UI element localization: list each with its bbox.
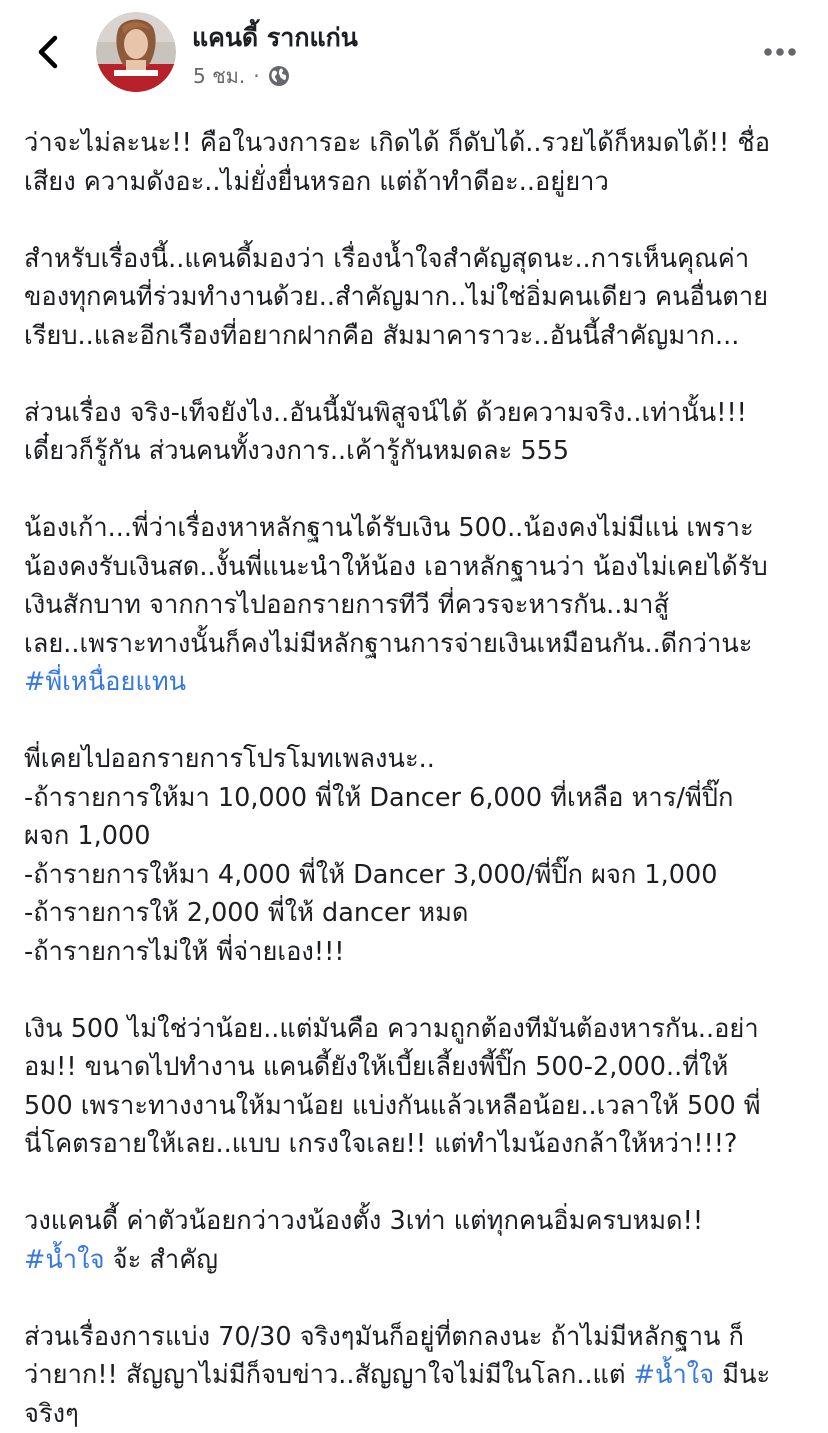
post-text: จ้ะ สำคัญ — [105, 1245, 219, 1275]
post-header — [0, 0, 828, 100]
post-line: -ถ้ารายการไม่ให้ พี่จ่ายเอง!!! — [24, 933, 814, 972]
post-line: เรียบ..และอีกเรืองที่อยากฝากคือ สัมมาคาราวะ..อันนี้สำคัญมาก... — [24, 317, 814, 356]
post-line: วงแคนดี้ ค่าตัวน้อยกว่าวงน้องตั้ง 3เท่า แต่ทุกคนอิ่มครบหมด!! — [24, 1202, 814, 1241]
post-line: พี่เคยไปออกรายการโปรโมทเพลงนะ.. — [24, 740, 814, 779]
post-line: จริงๆ — [24, 1395, 814, 1433]
back-button[interactable] — [28, 30, 68, 74]
post-line: ว่าจะไม่ละนะ!! คือในวงการอะ เกิดได้ ก็ดับได้..รวยได้ก็หมดได้!! ชื่อ — [24, 124, 814, 163]
post-line — [24, 663, 814, 702]
post-line: -ถ้ารายการให้มา 4,000 พี่ให้ Dancer 3,000/พี่ปิ๊ก ผจก 1,000 — [24, 856, 814, 895]
post-line: นี่โคตรอายให้เลย..แบบ เกรงใจเลย!! แต่ทำไมน้องกล้าให้หว่า!!!? — [24, 1125, 814, 1164]
post-line: น้องคงรับเงินสด..งั้นพี่แนะนำให้น้อง เอาหลักฐานว่า น้องไม่เคยได้รับ — [24, 548, 814, 587]
hashtag-link[interactable]: #น้ำใจ — [24, 1245, 105, 1275]
post-line: -ถ้ารายการให้ 2,000 พี่ให้ dancer หมด — [24, 894, 814, 933]
chevron-left-icon — [35, 35, 61, 69]
post-line: เงินสักบาท จากการไปออกรายการทีวี ที่ควรจะหารกัน..มาสู้ — [24, 586, 814, 625]
post-line: น้องเก้า...พี่ว่าเรื่องหาหลักฐานได้รับเงิน 500..น้องคงไม่มีแน่ เพราะ — [24, 509, 814, 548]
post-line: อม!! ขนาดไปทำงาน แคนดี้ยังให้เบี้ยเลี้ยงพี้ปิ๊ก 500-2,000..ที่ให้ — [24, 1048, 814, 1087]
more-options-button[interactable] — [756, 34, 804, 70]
post-line — [24, 1241, 814, 1280]
post-line — [24, 1356, 814, 1395]
post-line: สำหรับเรื่องนี้..แคนดี้มองว่า เรื่องน้ำใจสำคัญสุดนะ..การเห็นคุณค่า — [24, 240, 814, 279]
post-line: เลย..เพราะทางนั้นก็คงไม่มีหลักฐานการจ่ายเงินเหมือนกัน..ดีกว่านะ — [24, 625, 814, 664]
post-line: ของทุกคนที่ร่วมทำงานด้วย..สำคัญมาก..ไม่ใช่อิ่มคนเดียว คนอื่นตาย — [24, 278, 814, 317]
post-line: -ถ้ารายการให้มา 10,000 พี่ให้ Dancer 6,000 ที่เหลือ หาร/พี่ปิ๊ก — [24, 779, 814, 818]
post-meta — [193, 60, 290, 92]
hashtag-link[interactable]: #พี่เหนื่อยแทน — [24, 667, 186, 697]
hashtag-link[interactable]: #น้ำใจ — [634, 1360, 715, 1390]
post-text: ว่ายาก!! สัญญาไม่มีก็จบข่าว..สัญญาใจไม่มีในโลก..แต่ — [24, 1360, 634, 1390]
post-line: ส่วนเรื่อง จริง-เท็จยังไง..อันนี้มันพิสูจน์ได้ ด้วยความจริง..เท่านั้น!!! — [24, 394, 814, 433]
avatar-image — [96, 12, 176, 92]
more-horizontal-icon — [763, 47, 797, 57]
globe-icon — [268, 65, 290, 87]
post-line: ผจก 1,000 — [24, 817, 814, 856]
post-body — [24, 124, 814, 1433]
post-text: มีนะ — [714, 1360, 770, 1390]
meta-separator: · — [253, 64, 259, 88]
post-line: เสียง ความดังอะ..ไม่ยั่งยื่นหรอก แต่ถ้าทำดีอะ..อยู่ยาว — [24, 163, 814, 202]
avatar[interactable] — [96, 12, 176, 92]
author-name[interactable]: แคนดี้ รากแก่น — [192, 18, 358, 58]
post-line: เดี๋ยวก็รู้กัน ส่วนคนทั้งวงการ..เค้ารู้กันหมดละ 555 — [24, 432, 814, 471]
post-line: 500 เพราะทางงานให้มาน้อย แบ่งกันแล้วเหลือน้อย..เวลาให้ 500 พี่ — [24, 1087, 814, 1126]
post-timestamp[interactable]: 5 ชม. — [193, 60, 245, 92]
post-line: ส่วนเรื่องการแบ่ง 70/30 จริงๆมันก็อยู่ที่ตกลงนะ ถ้าไม่มีหลักฐาน ก็ — [24, 1318, 814, 1357]
post-line: เงิน 500 ไม่ใช่ว่าน้อย..แต่มันคือ ความถูกต้องทีมันต้องหารกัน..อย่า — [24, 1010, 814, 1049]
